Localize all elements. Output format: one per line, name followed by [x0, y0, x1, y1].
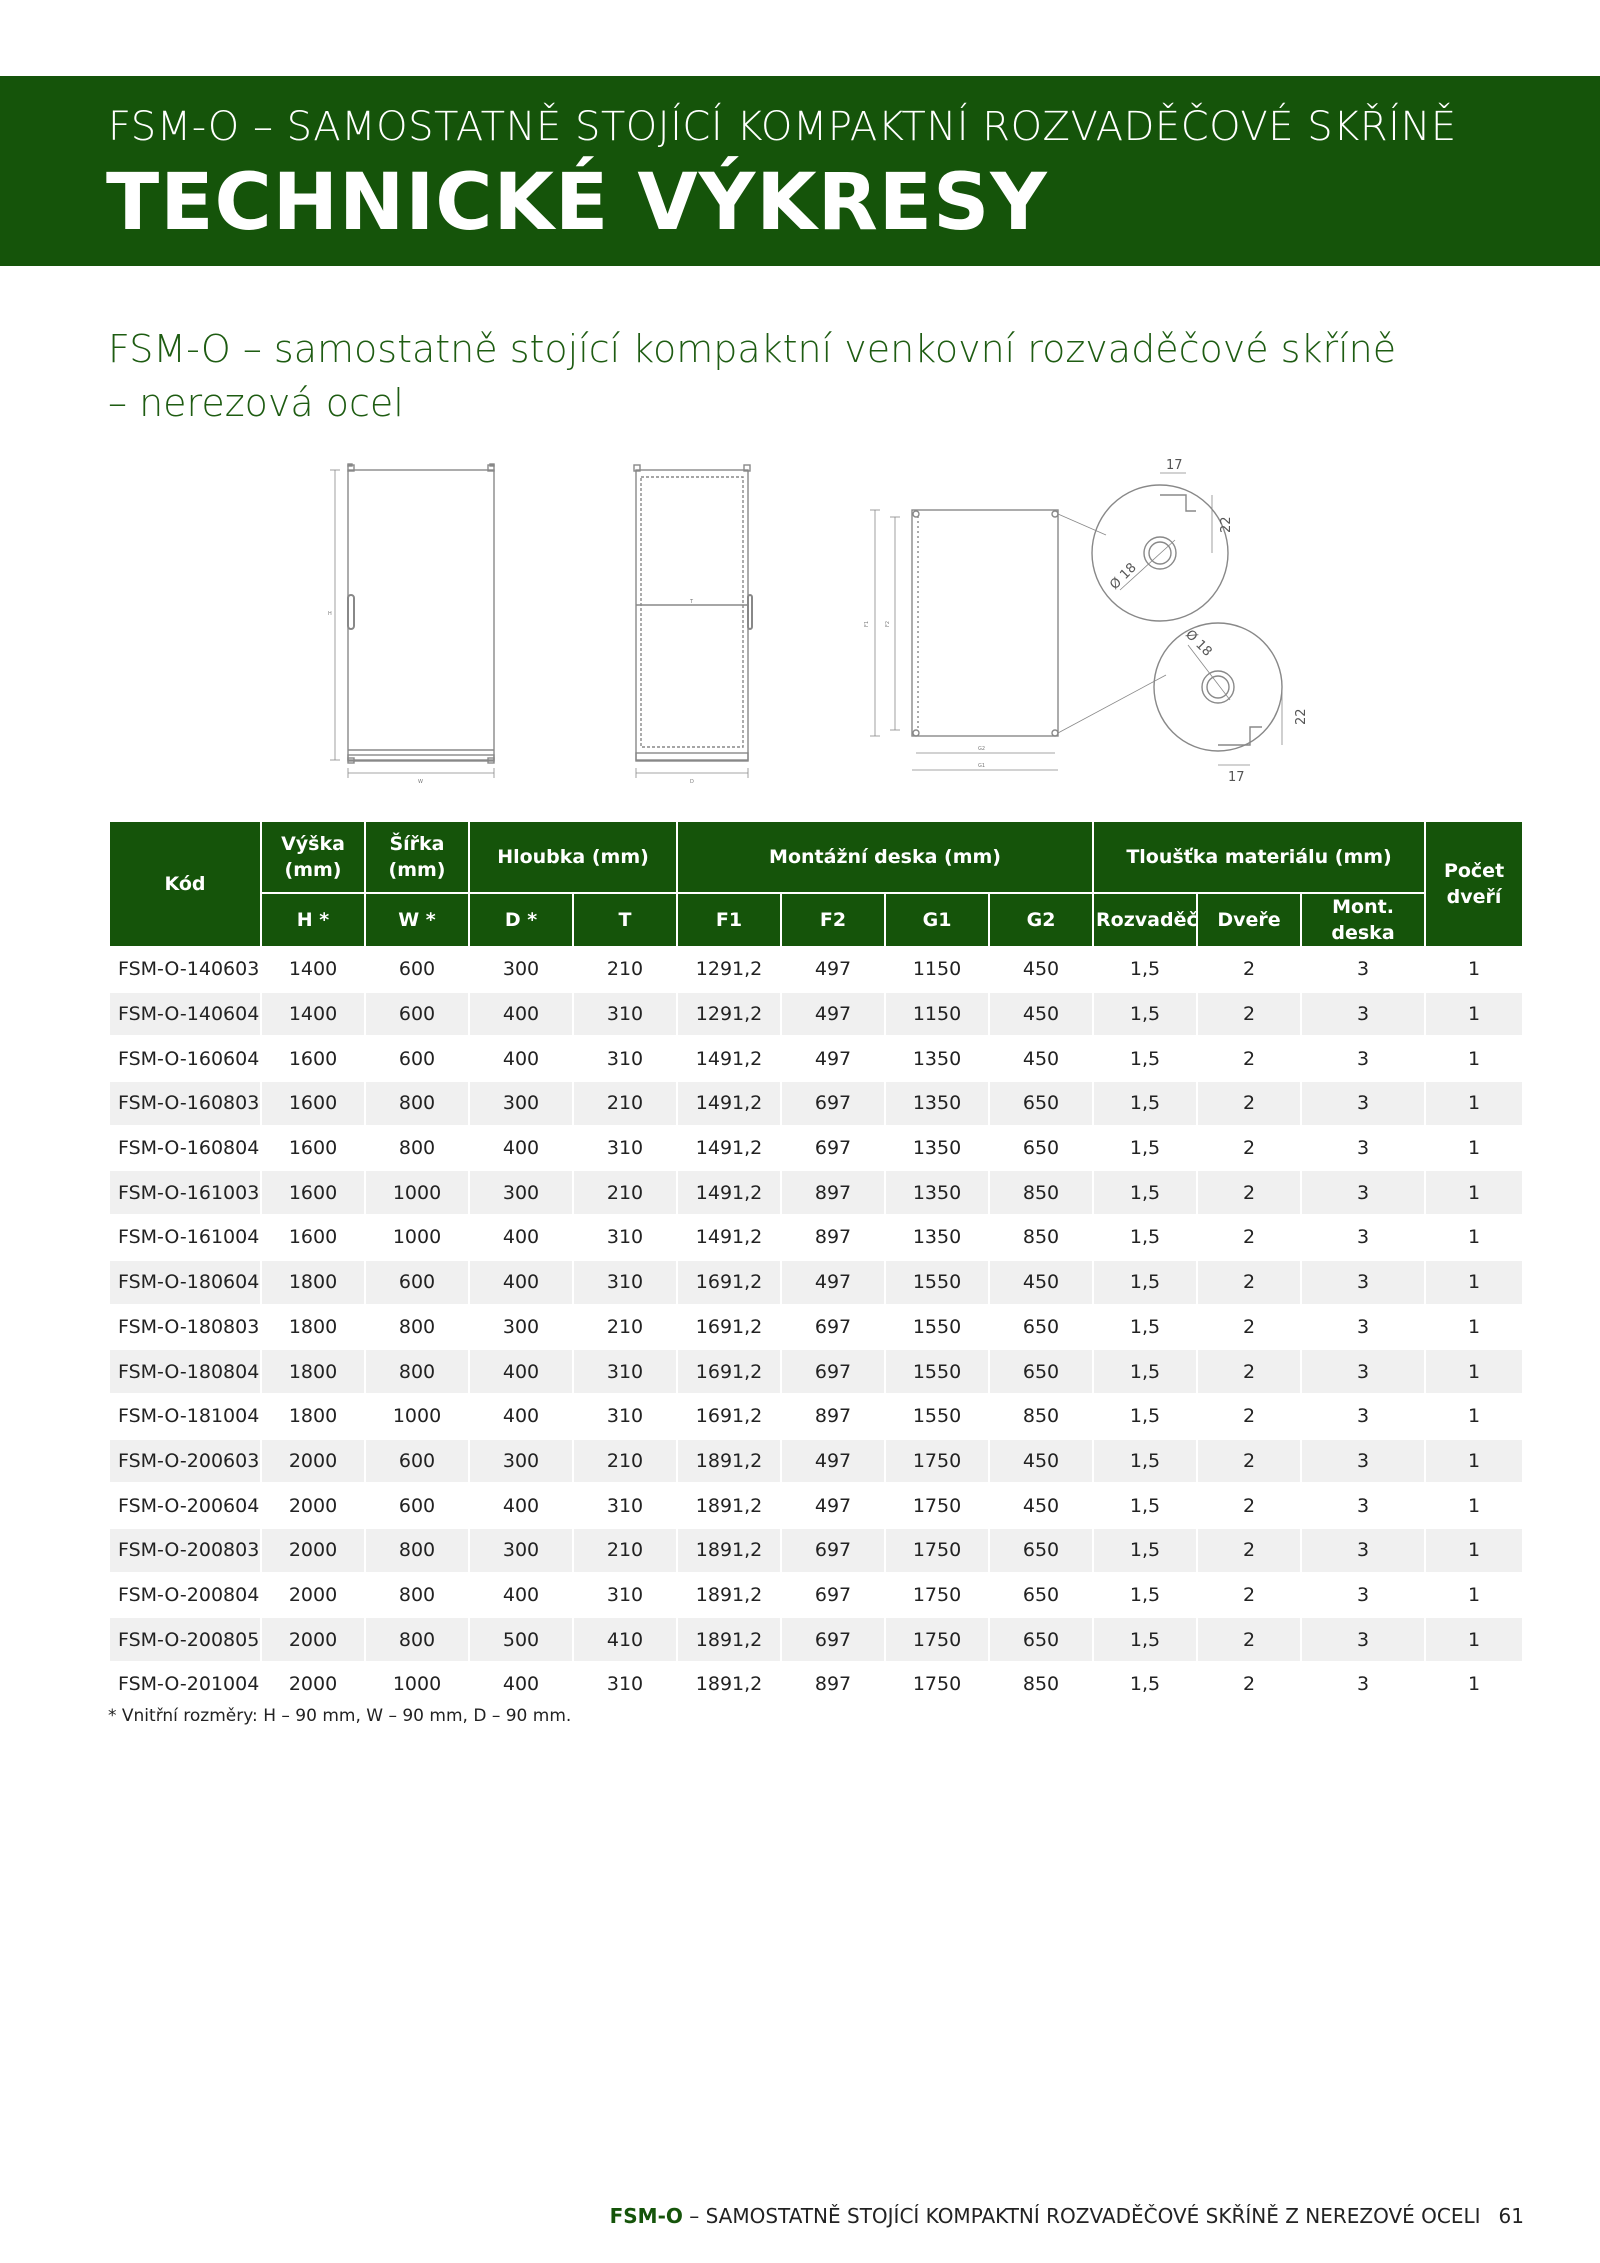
subheader-h: H * — [262, 894, 364, 946]
table-cell: 1800 — [262, 1350, 364, 1393]
table-cell: 1600 — [262, 1082, 364, 1125]
table-cell: 2000 — [262, 1440, 364, 1483]
table-cell: 300 — [470, 1171, 572, 1214]
table-cell: 210 — [574, 1171, 676, 1214]
table-cell: 497 — [782, 948, 884, 991]
table-cell: 1 — [1426, 1306, 1522, 1349]
table-cell: 1 — [1426, 1574, 1522, 1617]
table-row — [110, 1618, 1522, 1661]
table-cell: 1150 — [886, 993, 988, 1036]
table-cell: 1 — [1426, 1171, 1522, 1214]
table-cell: 697 — [782, 1529, 884, 1572]
header-width: Šířka (mm) — [366, 822, 468, 892]
side-depth-label: T — [690, 599, 694, 605]
table-cell: 600 — [366, 1440, 468, 1483]
table-cell: 1400 — [262, 948, 364, 991]
table-cell: 400 — [470, 1574, 572, 1617]
table-row — [110, 948, 1522, 991]
subheader-w: W * — [366, 894, 468, 946]
table-cell: 450 — [990, 1037, 1092, 1080]
table-cell: 2 — [1198, 1574, 1300, 1617]
table-cell: 1750 — [886, 1574, 988, 1617]
table-cell: 310 — [574, 1350, 676, 1393]
table-cell: 897 — [782, 1216, 884, 1259]
table-cell: 300 — [470, 948, 572, 991]
table-cell: 3 — [1302, 1306, 1424, 1349]
table-cell: 3 — [1302, 1350, 1424, 1393]
table-row — [110, 1663, 1522, 1706]
table-cell: 800 — [366, 1618, 468, 1661]
table-cell: 1600 — [262, 1037, 364, 1080]
table-cell: 1,5 — [1094, 1529, 1196, 1572]
plate-f2-label: F2 — [885, 620, 891, 627]
table-cell: 500 — [470, 1618, 572, 1661]
table-cell: 1 — [1426, 1529, 1522, 1572]
table-cell: 1,5 — [1094, 1171, 1196, 1214]
table-row — [110, 1261, 1522, 1304]
detail-bottom-dim-a: 17 — [1228, 770, 1245, 785]
table-cell: 800 — [366, 1082, 468, 1125]
table-cell: 3 — [1302, 1261, 1424, 1304]
table-cell: 1000 — [366, 1663, 468, 1706]
table-cell: 400 — [470, 1350, 572, 1393]
table-cell: 1491,2 — [678, 1127, 780, 1170]
table-cell: 1891,2 — [678, 1440, 780, 1483]
table-cell: 600 — [366, 1261, 468, 1304]
table-cell: 1550 — [886, 1395, 988, 1438]
table-cell: 1,5 — [1094, 1574, 1196, 1617]
table-cell: 1000 — [366, 1171, 468, 1214]
table-cell: 450 — [990, 1440, 1092, 1483]
table-cell: 2000 — [262, 1663, 364, 1706]
table-cell: 1350 — [886, 1127, 988, 1170]
table-row — [110, 1350, 1522, 1393]
table-cell: 2 — [1198, 1440, 1300, 1483]
table-cell: 650 — [990, 1574, 1092, 1617]
table-cell: 1 — [1426, 1127, 1522, 1170]
table-cell: 897 — [782, 1171, 884, 1214]
table-cell: 1,5 — [1094, 993, 1196, 1036]
table-cell: 1750 — [886, 1618, 988, 1661]
table-cell: 497 — [782, 993, 884, 1036]
table-cell-code: FSM-O-200604 — [110, 1484, 260, 1527]
table-cell: 3 — [1302, 1440, 1424, 1483]
table-cell-code: FSM-O-140603 — [110, 948, 260, 991]
table-cell: 697 — [782, 1127, 884, 1170]
table-cell: 2 — [1198, 1216, 1300, 1259]
subheader-f1: F1 — [678, 894, 780, 946]
table-cell: 1 — [1426, 993, 1522, 1036]
page-footer — [610, 2204, 1524, 2228]
table-cell: 3 — [1302, 1529, 1424, 1572]
table-cell: 1,5 — [1094, 1261, 1196, 1304]
table-cell: 650 — [990, 1082, 1092, 1125]
table-cell: 1,5 — [1094, 1082, 1196, 1125]
table-cell: 1491,2 — [678, 1082, 780, 1125]
table-cell: 850 — [990, 1395, 1092, 1438]
table-cell: 1291,2 — [678, 948, 780, 991]
table-row — [110, 1171, 1522, 1214]
table-cell: 400 — [470, 1037, 572, 1080]
table-cell: 300 — [470, 1529, 572, 1572]
table-cell: 1750 — [886, 1440, 988, 1483]
table-cell: 697 — [782, 1306, 884, 1349]
table-cell: 497 — [782, 1037, 884, 1080]
table-cell: 1800 — [262, 1261, 364, 1304]
table-cell-code: FSM-O-200804 — [110, 1574, 260, 1617]
subheader-g1: G1 — [886, 894, 988, 946]
table-cell: 1691,2 — [678, 1350, 780, 1393]
table-cell: 1691,2 — [678, 1306, 780, 1349]
table-cell-code: FSM-O-160803 — [110, 1082, 260, 1125]
table-cell: 1750 — [886, 1529, 988, 1572]
table-cell: 3 — [1302, 1037, 1424, 1080]
mounting-plate-drawing — [870, 510, 1166, 770]
table-cell: 400 — [470, 1395, 572, 1438]
plate-g2-label: G2 — [978, 746, 986, 752]
table-cell: 1800 — [262, 1306, 364, 1349]
table-row — [110, 1127, 1522, 1170]
table-cell: 1291,2 — [678, 993, 780, 1036]
table-cell: 1491,2 — [678, 1216, 780, 1259]
table-cell: 1750 — [886, 1484, 988, 1527]
table-cell: 2 — [1198, 1171, 1300, 1214]
side-bottom-label: D — [690, 779, 694, 785]
side-view-drawing — [634, 465, 752, 778]
technical-drawings — [0, 455, 1600, 785]
table-cell: 1891,2 — [678, 1484, 780, 1527]
table-cell: 1 — [1426, 1484, 1522, 1527]
table-cell: 300 — [470, 1306, 572, 1349]
table-cell: 697 — [782, 1618, 884, 1661]
table-cell: 210 — [574, 1082, 676, 1125]
table-cell: 1 — [1426, 1261, 1522, 1304]
detail-top-dim-b: 22 — [1219, 516, 1234, 533]
table-cell: 1,5 — [1094, 1306, 1196, 1349]
table-row — [110, 1082, 1522, 1125]
table-cell: 3 — [1302, 1574, 1424, 1617]
table-cell-code: FSM-O-160804 — [110, 1127, 260, 1170]
subheader-d: D * — [470, 894, 572, 946]
table-cell: 1891,2 — [678, 1663, 780, 1706]
subheader-t: T — [574, 894, 676, 946]
detail-bottom-dim-b: 22 — [1294, 708, 1309, 725]
table-cell: 400 — [470, 1663, 572, 1706]
table-cell: 650 — [990, 1127, 1092, 1170]
front-height-label: H — [328, 611, 332, 617]
table-cell: 600 — [366, 948, 468, 991]
front-view-drawing — [330, 464, 494, 778]
plate-g1-label: G1 — [978, 763, 986, 769]
table-cell: 1350 — [886, 1171, 988, 1214]
table-cell-code: FSM-O-200803 — [110, 1529, 260, 1572]
table-cell-code: FSM-O-200805 — [110, 1618, 260, 1661]
table-cell: 850 — [990, 1171, 1092, 1214]
plate-f1-label: F1 — [864, 620, 870, 627]
subheader-enclosure: Rozvaděč — [1094, 894, 1196, 946]
table-cell: 310 — [574, 1216, 676, 1259]
header-height: Výška (mm) — [262, 822, 364, 892]
table-cell: 1,5 — [1094, 1350, 1196, 1393]
table-cell: 2000 — [262, 1618, 364, 1661]
table-cell-code: FSM-O-180804 — [110, 1350, 260, 1393]
table-row — [110, 1306, 1522, 1349]
table-cell: 400 — [470, 1261, 572, 1304]
table-cell-code: FSM-O-200603 — [110, 1440, 260, 1483]
subheader-plate: Mont. deska — [1302, 894, 1424, 946]
table-row — [110, 1216, 1522, 1259]
header-depth: Hloubka (mm) — [470, 822, 676, 892]
table-cell: 497 — [782, 1484, 884, 1527]
header-subtitle: FSM-O – SAMOSTATNĚ STOJÍCÍ KOMPAKTNÍ ROZVADĚČOVÉ SKŘÍNĚ — [108, 104, 1457, 150]
table-cell: 2 — [1198, 948, 1300, 991]
table-cell: 310 — [574, 1663, 676, 1706]
table-row — [110, 1529, 1522, 1572]
table-cell: 3 — [1302, 1484, 1424, 1527]
table-cell: 2 — [1198, 1529, 1300, 1572]
table-cell: 800 — [366, 1350, 468, 1393]
table-cell: 310 — [574, 1127, 676, 1170]
table-cell: 1,5 — [1094, 1618, 1196, 1661]
table-cell: 1550 — [886, 1261, 988, 1304]
table-cell: 850 — [990, 1663, 1092, 1706]
footnote: * Vnitřní rozměry: H – 90 mm, W – 90 mm, D – 90 mm. — [108, 1706, 572, 1726]
table-cell: 210 — [574, 948, 676, 991]
table-cell: 850 — [990, 1216, 1092, 1259]
detail-top-dim-a: 17 — [1166, 458, 1183, 473]
table-cell: 1,5 — [1094, 948, 1196, 991]
table-cell: 1 — [1426, 1440, 1522, 1483]
table-cell: 450 — [990, 1484, 1092, 1527]
table-cell: 410 — [574, 1618, 676, 1661]
table-cell: 800 — [366, 1127, 468, 1170]
table-cell: 2000 — [262, 1484, 364, 1527]
table-cell: 1 — [1426, 1216, 1522, 1259]
table-cell: 1691,2 — [678, 1395, 780, 1438]
table-row — [110, 1037, 1522, 1080]
table-cell: 697 — [782, 1082, 884, 1125]
table-cell: 3 — [1302, 1618, 1424, 1661]
table-cell: 1350 — [886, 1082, 988, 1125]
table-cell: 2 — [1198, 1350, 1300, 1393]
table-cell: 600 — [366, 1037, 468, 1080]
table-cell: 450 — [990, 1261, 1092, 1304]
table-cell: 400 — [470, 1127, 572, 1170]
subheader-door: Dveře — [1198, 894, 1300, 946]
table-cell: 2 — [1198, 1082, 1300, 1125]
table-cell: 3 — [1302, 1127, 1424, 1170]
table-cell: 1600 — [262, 1216, 364, 1259]
table-cell: 2 — [1198, 1127, 1300, 1170]
table-cell: 1,5 — [1094, 1127, 1196, 1170]
table-cell-code: FSM-O-161004 — [110, 1216, 260, 1259]
table-cell: 650 — [990, 1350, 1092, 1393]
table-cell: 1891,2 — [678, 1529, 780, 1572]
table-cell: 800 — [366, 1529, 468, 1572]
table-cell: 400 — [470, 993, 572, 1036]
header-doors: Počet dveří — [1426, 822, 1522, 946]
table-cell: 650 — [990, 1306, 1092, 1349]
table-cell: 697 — [782, 1350, 884, 1393]
table-cell: 1750 — [886, 1663, 988, 1706]
table-row — [110, 1574, 1522, 1617]
table-cell-code: FSM-O-161003 — [110, 1171, 260, 1214]
page-title: TECHNICKÉ VÝKRESY — [106, 158, 1048, 248]
table-cell-code: FSM-O-201004 — [110, 1663, 260, 1706]
table-cell: 1400 — [262, 993, 364, 1036]
table-cell: 1,5 — [1094, 1216, 1196, 1259]
table-cell: 1 — [1426, 1618, 1522, 1661]
table-cell: 310 — [574, 1484, 676, 1527]
front-width-label: W — [418, 779, 423, 785]
table-cell: 300 — [470, 1440, 572, 1483]
table-cell: 1 — [1426, 948, 1522, 991]
table-cell: 400 — [470, 1216, 572, 1259]
table-cell: 210 — [574, 1529, 676, 1572]
table-cell: 497 — [782, 1440, 884, 1483]
table-cell: 650 — [990, 1618, 1092, 1661]
table-cell: 650 — [990, 1529, 1092, 1572]
table-cell: 1,5 — [1094, 1037, 1196, 1080]
table-cell: 1,5 — [1094, 1440, 1196, 1483]
table-cell: 1550 — [886, 1350, 988, 1393]
table-cell: 1350 — [886, 1037, 988, 1080]
table-cell: 2 — [1198, 1261, 1300, 1304]
table-cell: 300 — [470, 1082, 572, 1125]
table-row — [110, 1440, 1522, 1483]
table-cell: 3 — [1302, 1082, 1424, 1125]
table-cell: 1550 — [886, 1306, 988, 1349]
page-number: 61 — [1498, 2204, 1524, 2228]
table-cell: 3 — [1302, 1395, 1424, 1438]
table-cell: 210 — [574, 1440, 676, 1483]
detail-bottom-drawing — [1154, 623, 1282, 765]
table-cell: 1,5 — [1094, 1395, 1196, 1438]
table-cell: 1 — [1426, 1350, 1522, 1393]
detail-top-dia: Ø 18 — [1107, 560, 1140, 593]
table-row — [110, 1395, 1522, 1438]
footer-text: – SAMOSTATNĚ STOJÍCÍ KOMPAKTNÍ ROZVADĚČOVÉ SKŘÍNĚ Z NEREZOVÉ OCELI — [682, 2204, 1481, 2228]
table-cell: 2 — [1198, 993, 1300, 1036]
table-cell: 800 — [366, 1574, 468, 1617]
table-cell: 897 — [782, 1663, 884, 1706]
spec-table — [108, 820, 1524, 1708]
table-cell: 2 — [1198, 1663, 1300, 1706]
table-cell: 1000 — [366, 1216, 468, 1259]
table-cell: 2000 — [262, 1529, 364, 1572]
table-cell: 1 — [1426, 1395, 1522, 1438]
table-cell: 310 — [574, 1395, 676, 1438]
header-mounting-plate: Montážní deska (mm) — [678, 822, 1092, 892]
header-banner — [0, 76, 1600, 266]
table-cell: 1000 — [366, 1395, 468, 1438]
table-cell: 497 — [782, 1261, 884, 1304]
table-cell: 3 — [1302, 948, 1424, 991]
table-cell: 1491,2 — [678, 1037, 780, 1080]
table-cell: 310 — [574, 993, 676, 1036]
table-cell: 1,5 — [1094, 1484, 1196, 1527]
table-cell: 697 — [782, 1574, 884, 1617]
table-cell: 3 — [1302, 1216, 1424, 1259]
detail-bottom-dia: Ø 18 — [1182, 627, 1215, 660]
table-cell-code: FSM-O-181004 — [110, 1395, 260, 1438]
table-cell: 3 — [1302, 1663, 1424, 1706]
table-cell: 2 — [1198, 1618, 1300, 1661]
table-cell: 2 — [1198, 1037, 1300, 1080]
table-cell: 600 — [366, 993, 468, 1036]
detail-top-drawing — [1092, 473, 1228, 621]
table-cell: 1150 — [886, 948, 988, 991]
table-cell: 1 — [1426, 1663, 1522, 1706]
table-cell: 897 — [782, 1395, 884, 1438]
table-cell: 1600 — [262, 1171, 364, 1214]
table-row — [110, 993, 1522, 1036]
table-cell: 1 — [1426, 1082, 1522, 1125]
table-cell: 2 — [1198, 1306, 1300, 1349]
table-cell: 1891,2 — [678, 1574, 780, 1617]
table-cell: 3 — [1302, 993, 1424, 1036]
table-cell-code: FSM-O-140604 — [110, 993, 260, 1036]
section-title: FSM-O – samostatně stojící kompaktní venkovní rozvaděčové skříně – nerezová ocel — [108, 327, 1397, 425]
table-cell: 450 — [990, 993, 1092, 1036]
footer-brand: FSM-O — [609, 2204, 683, 2228]
table-cell: 800 — [366, 1306, 468, 1349]
table-cell: 450 — [990, 948, 1092, 991]
table-cell: 310 — [574, 1261, 676, 1304]
table-cell: 2000 — [262, 1574, 364, 1617]
table-cell-code: FSM-O-180803 — [110, 1306, 260, 1349]
table-cell-code: FSM-O-160604 — [110, 1037, 260, 1080]
table-cell: 1891,2 — [678, 1618, 780, 1661]
table-cell: 2 — [1198, 1395, 1300, 1438]
table-cell: 1491,2 — [678, 1171, 780, 1214]
table-body — [110, 948, 1522, 1706]
table-cell: 3 — [1302, 1171, 1424, 1214]
table-cell: 600 — [366, 1484, 468, 1527]
header-thickness: Tloušťka materiálu (mm) — [1094, 822, 1424, 892]
table-cell: 400 — [470, 1484, 572, 1527]
table-cell: 310 — [574, 1574, 676, 1617]
table-cell: 1,5 — [1094, 1663, 1196, 1706]
table-cell: 1350 — [886, 1216, 988, 1259]
table-cell-code: FSM-O-180604 — [110, 1261, 260, 1304]
table-cell: 1600 — [262, 1127, 364, 1170]
subheader-f2: F2 — [782, 894, 884, 946]
table-row — [110, 1484, 1522, 1527]
table-cell: 310 — [574, 1037, 676, 1080]
table-cell: 1691,2 — [678, 1261, 780, 1304]
table-cell: 1 — [1426, 1037, 1522, 1080]
table-cell: 2 — [1198, 1484, 1300, 1527]
table-cell: 1800 — [262, 1395, 364, 1438]
header-code: Kód — [110, 822, 260, 946]
table-cell: 210 — [574, 1306, 676, 1349]
subheader-g2: G2 — [990, 894, 1092, 946]
